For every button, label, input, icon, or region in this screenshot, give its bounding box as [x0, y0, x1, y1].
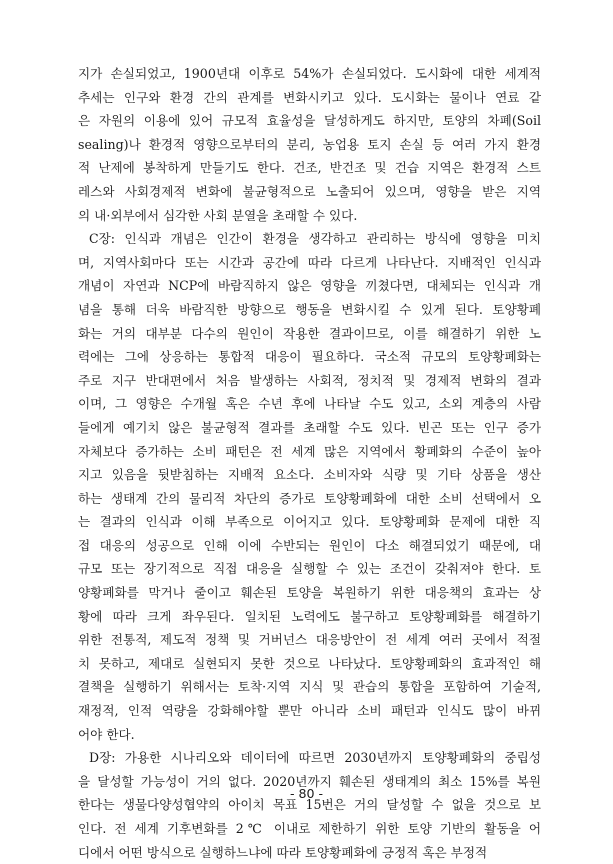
text-line: 레스와 사회경제적 변화에 불균형적으로 노출되어 있으며, 영향을 받은 지역: [78, 183, 541, 199]
text-line: 하는 생태계 간의 물리적 차단의 증가로 토양황폐화에 대한 소비 선택에서 오: [78, 490, 541, 506]
text-line: 재정적, 인적 역량을 강화해야할 뿐만 아니라 소비 패턴과 인식도 많이 바뀌: [78, 703, 541, 719]
text-line: 이며, 그 영향은 수개월 혹은 수년 후에 나타날 수도 있고, 소외 계층의 사람: [78, 396, 541, 412]
text-line: 지고 있음을 뒷받침하는 지배적 요소다. 소비자와 식량 및 기타 상품을 생산: [78, 467, 541, 483]
text-line: 접 대응의 성공으로 인해 이에 수반되는 원인이 다소 해결되었기 때문에, 대: [78, 537, 541, 553]
text-line: 한다는 생물다양성협약의 아이치 목표 15번은 거의 달성할 수 없을 것으로 보: [78, 797, 541, 813]
text-line: 적 난제에 봉착하게 만들기도 한다. 건조, 반건조 및 건습 지역은 환경적 스트: [78, 160, 541, 176]
text-line: 을 달성할 가능성이 거의 없다. 2020년까지 훼손된 생태계의 최소 15%를 복원: [78, 773, 541, 789]
text-line: 은 자원의 이용에 있어 규모적 효율성을 달성하게도 하지만, 토양의 차폐(Soil: [78, 113, 541, 129]
text-line: 며, 지역사회마다 또는 시간과 공간에 따라 다르게 나타난다. 지배적인 인식과: [78, 254, 541, 270]
text-line: 위한 전통적, 제도적 정책 및 거버넌스 대응방안이 전 세계 여러 곳에서 적절: [78, 632, 541, 648]
text-line: 화는 거의 대부분 다수의 원인이 작용한 결과이므로, 이를 해결하기 위한 노: [78, 325, 541, 341]
text-line: 양황폐화를 막거나 줄이고 훼손된 토양을 복원하기 위한 대응책의 효과는 상: [78, 585, 541, 601]
text-line: D장: 가용한 시나리오와 데이터에 따르면 2030년까지 토양황폐화의 중립성: [89, 750, 541, 766]
text-line: 개념이 자연과 NCP에 바람직하지 않은 영향을 끼쳤다면, 대체되는 인식과 개: [78, 278, 541, 294]
body-text: [78, 62, 541, 864]
text-line: 념을 통해 더욱 바람직한 방향으로 행동을 변화시킬 수 있게 된다. 토양황폐: [78, 301, 541, 317]
text-line: 의 내·외부에서 심각한 사회 분열을 초래할 수 있다.: [78, 207, 358, 223]
text-line: 주로 지구 반대편에서 처음 발생하는 사회적, 정치적 및 경제적 변화의 결과: [78, 372, 541, 388]
text-line: C장: 인식과 개념은 인간이 환경을 생각하고 관리하는 방식에 영향을 미치: [89, 231, 541, 247]
paragraph: [78, 746, 541, 864]
text-line: 지가 손실되었고, 1900년대 이후로 54%가 손실되었다. 도시화에 대한 세계적: [78, 66, 541, 81]
paragraph: [78, 62, 541, 227]
text-line: 들에게 예기치 않은 불균형적 결과를 초래할 수도 있다. 빈곤 또는 인구 증가: [78, 419, 541, 435]
text-line: 는 결과의 인식과 이해 부족으로 이어지고 있다. 토양황폐화 문제에 대한 직: [78, 514, 541, 530]
page-number: - 80 -: [289, 786, 324, 801]
text-line: 어야 한다.: [78, 726, 135, 742]
text-line: 결책을 실행하기 위해서는 토착·지역 지식 및 관습의 통합을 포함하여 기술적,: [78, 679, 541, 695]
text-line: 추세는 인구와 환경 간의 관계를 변화시키고 있다. 도시화는 물이나 연료 같: [78, 89, 541, 105]
text-line: 인다. 전 세계 기후변화를 2℃ 이내로 제한하기 위한 토양 기반의 활동을 어: [78, 821, 541, 836]
text-line: sealing)나 환경적 영향으로부터의 분리, 농업용 토지 손실 등 여러 가지 환경: [78, 136, 541, 152]
text-line: 디에서 어떤 방식으로 실행하느냐에 따라 토양황폐화에 긍정적 혹은 부정적: [78, 844, 488, 860]
text-line: 치 못하고, 제대로 실현되지 못한 것으로 나타났다. 토양황폐화의 효과적인 해: [78, 655, 541, 671]
paragraph: [78, 227, 541, 746]
text-line: 규모 또는 장기적으로 직접 대응을 실행할 수 있는 조건이 갖춰져야 한다. 토: [78, 561, 541, 577]
text-line: 력에는 그에 상응하는 통합적 대응이 필요하다. 국소적 규모의 토양황폐화는: [78, 349, 541, 365]
text-line: 황에 따라 크게 좌우된다. 일치된 노력에도 불구하고 토양황폐화를 해결하기: [78, 608, 541, 624]
text-line: 자체보다 증가하는 소비 패턴은 전 세계 많은 지역에서 황폐화의 수준이 높아: [78, 443, 541, 459]
